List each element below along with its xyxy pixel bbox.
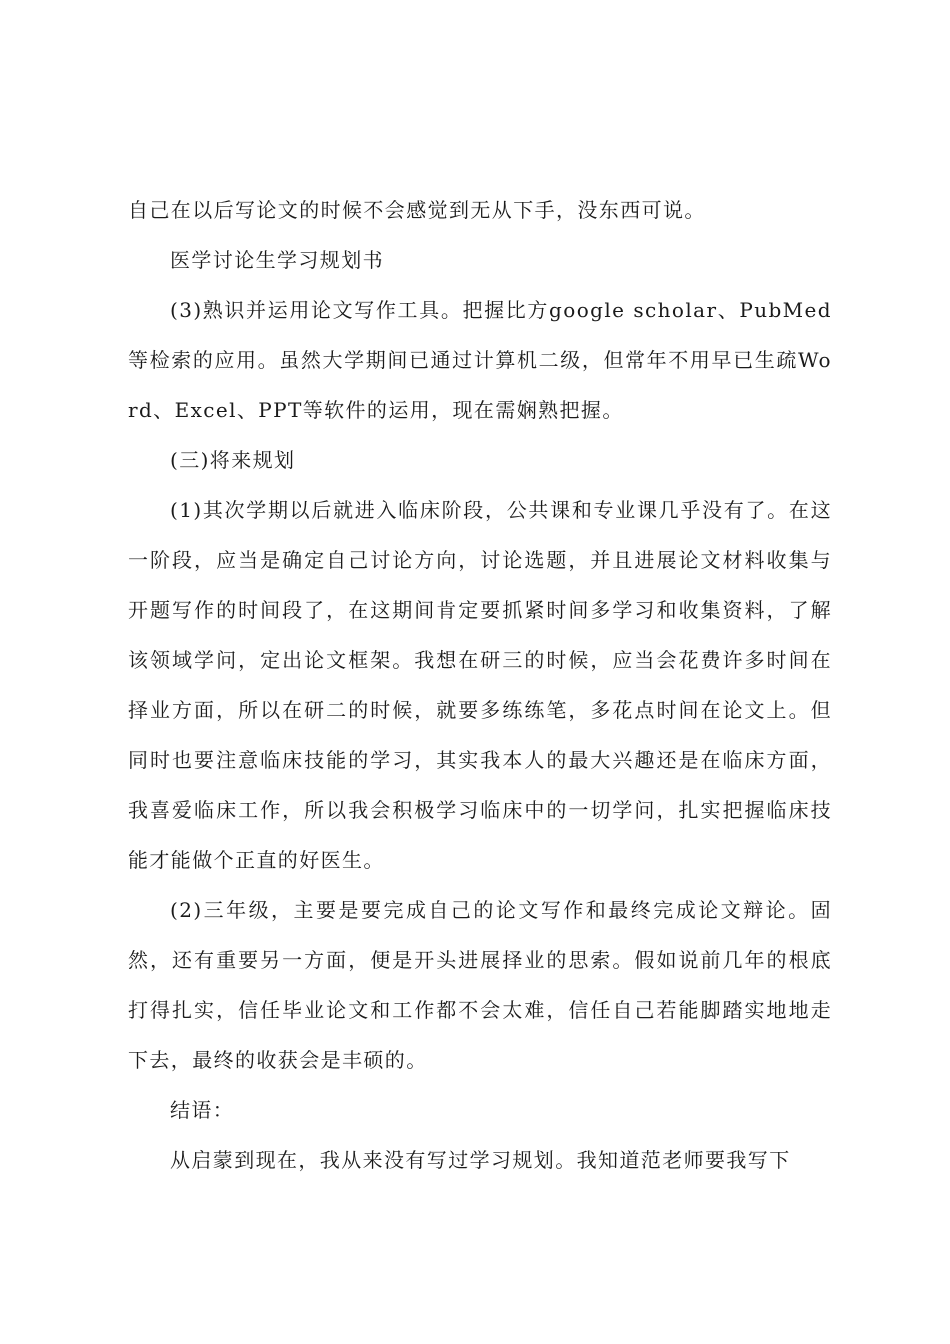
section-heading-study-plan: 医学讨论生学习规划书 [170,248,384,272]
paragraph-second-semester: (1)其次学期以后就进入临床阶段，公共课和专业课几乎没有了。在这一阶段，应当是确定自己讨论方向，讨论选题，并且进展论文材料收集与开题写作的时间段了，在这期间肯定要抓紧时间多学习和收集资料，了解该领域学问，定出论文框架。我想在研三的时候，应当会花费许多时间在择业方面，所以在研二的时候，就要多练练笔，多花点时间在论文上。但同时也要注意临床技能的学习，其实我本人的最大兴趣还是在临床方面，我喜爱临床工作，所以我会积极学习临床中的一切学问，扎实把握临床技能才能做个正直的好医生。 [128,498,832,872]
section-heading-future-plan: (三)将来规划 [170,448,296,472]
paragraph-continuation: 自己在以后写论文的时候不会感觉到无从下手，没东西可说。 [128,198,706,222]
paragraph-third-year: (2)三年级，主要是要完成自己的论文写作和最终完成论文辩论。固然，还有重要另一方面，便是开头进展择业的思索。假如说前几年的根底打得扎实，信任毕业论文和工作都不会太难，信任自己若能脚踏实地地走下去，最终的收获会是丰硕的。 [128,898,832,1072]
section-heading-conclusion: 结语： [170,1098,235,1122]
paragraph-conclusion: 从启蒙到现在，我从来没有写过学习规划。我知道范老师要我写下 [170,1148,791,1172]
document-body [128,185,832,1185]
paragraph-writing-tools: (3)熟识并运用论文写作工具。把握比方google scholar、PubMed等检索的应用。虽然大学期间已通过计算机二级，但常年不用早已生疏Word、Excel、PPT等软件的运用，现在需娴熟把握。 [128,298,832,422]
